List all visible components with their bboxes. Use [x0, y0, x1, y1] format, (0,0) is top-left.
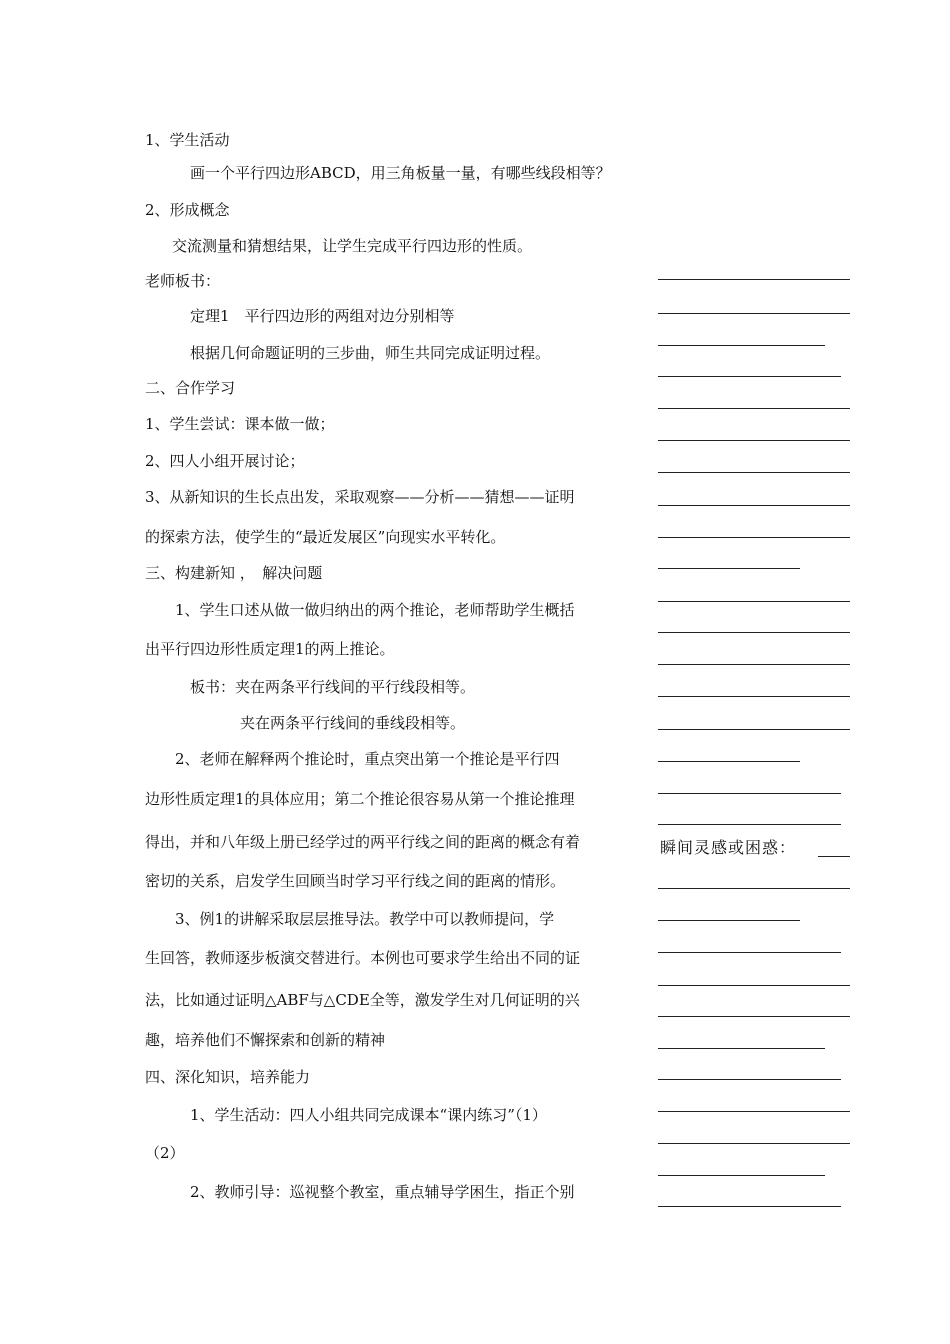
- note-line: [658, 408, 850, 409]
- note-line: [658, 664, 850, 665]
- note-line: [658, 761, 800, 762]
- note-line: [658, 920, 800, 921]
- note-line: [658, 1016, 850, 1017]
- paragraph-line: 交流测量和猜想结果，让学生完成平行四边形的性质。: [172, 237, 533, 255]
- note-line: [658, 985, 850, 986]
- board-note-line: 夹在两条平行线间的垂线段相等。: [240, 714, 466, 732]
- note-line: [658, 440, 850, 441]
- theorem-line: 定理1 平行四边形的两组对边分别相等: [190, 307, 455, 325]
- paragraph-line: 2、教师引导：巡视整个教室，重点辅导学困生，指正个别: [190, 1183, 575, 1201]
- note-line: [658, 793, 841, 794]
- note-line: [658, 1048, 825, 1049]
- note-line: [658, 472, 850, 473]
- note-line: [658, 345, 825, 346]
- note-line: [658, 696, 850, 697]
- inspiration-or-confusion-label: 瞬间灵感或困惑：: [660, 838, 797, 857]
- section-heading-form-concept: 2、形成概念: [145, 201, 230, 219]
- note-line: [658, 313, 850, 314]
- paragraph-line: 法，比如通过证明△ABF与△CDE全等，激发学生对几何证明的兴: [145, 991, 580, 1009]
- list-item: 3、从新知识的生长点出发，采取观察——分析——猜想——证明: [145, 488, 575, 506]
- paragraph-line: 趣，培养他们不懈探索和创新的精神: [145, 1031, 386, 1049]
- section-heading-build-knowledge: 三、构建新知 ， 解决问题: [145, 564, 323, 582]
- teacher-board-label: 老师板书：: [145, 272, 221, 290]
- paragraph-line: 3、例1的讲解采取层层推导法。教学中可以教师提问，学: [175, 910, 555, 928]
- note-line: [658, 1111, 850, 1112]
- paragraph-line: 边形性质定理1的具体应用；第二个推论很容易从第一个推论推理: [145, 790, 575, 808]
- note-line: [658, 376, 841, 377]
- section-heading-deepen-knowledge: 四、深化知识，培养能力: [145, 1068, 311, 1086]
- paragraph-line: 1、学生口述从做一做归纳出的两个推论，老师帮助学生概括: [175, 601, 575, 619]
- note-line: [658, 1175, 825, 1176]
- note-line: [658, 279, 850, 280]
- paragraph-line: 出平行四边形性质定理1的两上推论。: [145, 640, 395, 658]
- note-line: [658, 1079, 841, 1080]
- list-item: 2、四人小组开展讨论；: [145, 452, 305, 470]
- paragraph-line: 画一个平行四边形ABCD，用三角板量一量，有哪些线段相等？: [190, 164, 611, 182]
- note-line: [658, 1206, 841, 1207]
- note-line: [658, 568, 800, 569]
- paragraph-line: 得出，并和八年级上册已经学过的两平行线之间的距离的概念有着: [145, 833, 581, 851]
- note-line: [658, 952, 841, 953]
- note-line: [658, 824, 841, 825]
- board-note-line: 板书：夹在两条平行线间的平行线段相等。: [190, 678, 476, 696]
- note-line: [658, 729, 850, 730]
- note-line: [658, 888, 850, 889]
- paragraph-line: 2、老师在解释两个推论时，重点突出第一个推论是平行四: [175, 750, 560, 768]
- section-heading-student-activity: 1、学生活动: [145, 131, 230, 149]
- paragraph-line: 1、学生活动：四人小组共同完成课本“课内练习”（1）: [190, 1106, 547, 1124]
- paragraph-line: 根据几何命题证明的三步曲，师生共同完成证明过程。: [190, 344, 551, 362]
- note-line: [658, 601, 850, 602]
- paragraph-line: 生回答，教师逐步板演交替进行。本例也可要求学生给出不同的证: [145, 949, 581, 967]
- note-line: [658, 537, 850, 538]
- section-heading-cooperative-learning: 二、合作学习: [145, 379, 236, 397]
- paragraph-line: 密切的关系，启发学生回顾当时学习平行线之间的距离的情形。: [145, 872, 566, 890]
- list-item: 1、学生尝试：课本做一做；: [145, 415, 335, 433]
- note-line: [658, 632, 850, 633]
- note-line: [818, 856, 850, 857]
- paragraph-line: 的探索方法，使学生的“最近发展区”向现实水平转化。: [145, 528, 506, 546]
- note-line: [658, 505, 850, 506]
- note-line: [658, 1143, 850, 1144]
- paragraph-line: （2）: [145, 1144, 185, 1162]
